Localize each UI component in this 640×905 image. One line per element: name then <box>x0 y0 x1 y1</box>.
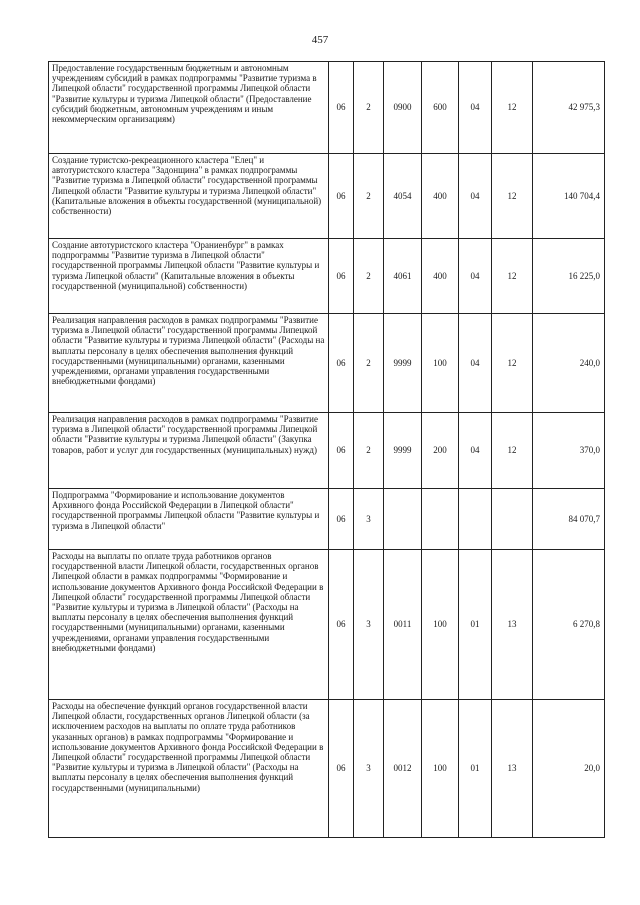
cell-subprogram: 2 <box>354 413 384 489</box>
cell-amount: 16 225,0 <box>533 239 605 314</box>
table-row <box>49 239 605 314</box>
row-description: Реализация направления расходов в рамках подпрограммы "Развитие туризма в Липецкой области" государственной программы Липецкой области "Развитие культуры и туризма Липецкой области" (Расходы на выплаты персоналу в целях обеспечения выполнения функций государственными (муниципальными) органами, казенными учреждениями, органами управления государственными внебюджетными фондами) <box>49 314 329 413</box>
cell-subchapter: 12 <box>492 413 533 489</box>
cell-section: 06 <box>329 550 354 700</box>
cell-chapter: 01 <box>459 700 492 838</box>
cell-amount: 6 270,8 <box>533 550 605 700</box>
cell-direction-code: 4061 <box>384 239 422 314</box>
cell-chapter <box>459 489 492 550</box>
row-description: Создание автотуристского кластера "Ораниенбург" в рамках подпрограммы "Развитие туризма в Липецкой области" государственной программы Липецкой области "Развитие культуры и туризма Липецкой области" (Капитальные вложения в объекты государственной (муниципальной) собственности) <box>49 239 329 314</box>
cell-subprogram: 3 <box>354 489 384 550</box>
row-description: Предоставление государственным бюджетным и автономным учреждениям субсидий в рамках подпрограммы "Развитие туризма в Липецкой области" государственной программы Липецкой области "Развитие культуры и туризма Липецкой области" (Предоставление субсидий бюджетным, автономным учреждениям и иным некоммерческим организациям) <box>49 62 329 154</box>
cell-subprogram: 2 <box>354 239 384 314</box>
cell-subprogram: 2 <box>354 154 384 239</box>
cell-section: 06 <box>329 489 354 550</box>
cell-chapter: 04 <box>459 239 492 314</box>
budget-table <box>48 61 605 838</box>
cell-expense-type: 100 <box>422 700 459 838</box>
cell-direction-code: 9999 <box>384 413 422 489</box>
cell-expense-type: 100 <box>422 314 459 413</box>
row-description: Расходы на обеспечение функций органов государственной власти Липецкой области, государственных органов Липецкой области (за исключением расходов на выплаты по оплате труда работников указанных органов) в рамках подпрограммы "Формирование и использование документов Архивного фонда Российской Федерации в Липецкой области" государственной программы Липецкой области "Развитие культуры и туризма в Липецкой области" (Расходы на выплаты персоналу в целях обеспечения выполнения функций государственными (муниципальными) <box>49 700 329 838</box>
cell-subchapter <box>492 489 533 550</box>
cell-direction-code <box>384 489 422 550</box>
cell-subchapter: 12 <box>492 154 533 239</box>
cell-amount: 84 070,7 <box>533 489 605 550</box>
cell-subprogram: 2 <box>354 62 384 154</box>
cell-subprogram: 3 <box>354 700 384 838</box>
row-description: Расходы на выплаты по оплате труда работников органов государственной власти Липецкой области, государственных органов Липецкой области в рамках подпрограммы "Формирование и использование документов Архивного фонда Российской Федерации в Липецкой области" государственной программы Липецкой области "Развитие культуры и туризма в Липецкой области" (Расходы на выплаты персоналу в целях обеспечения выполнения функций государственными (муниципальными) органами, казенными учреждениями, органами управления государственными внебюджетными фондами) <box>49 550 329 700</box>
cell-expense-type: 400 <box>422 239 459 314</box>
cell-section: 06 <box>329 239 354 314</box>
table-body <box>49 62 605 838</box>
row-description: Реализация направления расходов в рамках подпрограммы "Развитие туризма в Липецкой области" государственной программы Липецкой области "Развитие культуры и туризма Липецкой области" (Закупка товаров, работ и услуг для государственных (муниципальных) нужд) <box>49 413 329 489</box>
cell-amount: 370,0 <box>533 413 605 489</box>
cell-subchapter: 12 <box>492 239 533 314</box>
cell-amount: 140 704,4 <box>533 154 605 239</box>
cell-expense-type: 100 <box>422 550 459 700</box>
table-row <box>49 62 605 154</box>
cell-section: 06 <box>329 700 354 838</box>
cell-chapter: 04 <box>459 413 492 489</box>
cell-chapter: 04 <box>459 154 492 239</box>
cell-subchapter: 12 <box>492 314 533 413</box>
cell-amount: 42 975,3 <box>533 62 605 154</box>
row-description: Создание туристско-рекреационного кластера "Елец" и автотуристского кластера "Задонщина" в рамках подпрограммы "Развитие туризма в Липецкой области" государственной программы Липецкой области "Развитие культуры и туризма Липецкой области" (Капитальные вложения в объекты государственной (муниципальной) собственности) <box>49 154 329 239</box>
cell-chapter: 04 <box>459 314 492 413</box>
cell-section: 06 <box>329 413 354 489</box>
cell-amount: 240,0 <box>533 314 605 413</box>
cell-section: 06 <box>329 154 354 239</box>
cell-subchapter: 12 <box>492 62 533 154</box>
table-row <box>49 700 605 838</box>
cell-chapter: 01 <box>459 550 492 700</box>
cell-direction-code: 0900 <box>384 62 422 154</box>
page-number: 457 <box>311 34 329 46</box>
cell-direction-code: 9999 <box>384 314 422 413</box>
cell-chapter: 04 <box>459 62 492 154</box>
cell-expense-type: 200 <box>422 413 459 489</box>
table-row <box>49 314 605 413</box>
cell-subchapter: 13 <box>492 550 533 700</box>
table-row <box>49 550 605 700</box>
cell-subprogram: 2 <box>354 314 384 413</box>
row-description: Подпрограмма "Формирование и использование документов Архивного фонда Российской Федерации в Липецкой области" государственной программы Липецкой области "Развитие культуры и туризма в Липецкой области" <box>49 489 329 550</box>
cell-direction-code: 0011 <box>384 550 422 700</box>
cell-subprogram: 3 <box>354 550 384 700</box>
cell-direction-code: 0012 <box>384 700 422 838</box>
cell-direction-code: 4054 <box>384 154 422 239</box>
cell-section: 06 <box>329 62 354 154</box>
cell-expense-type: 600 <box>422 62 459 154</box>
cell-section: 06 <box>329 314 354 413</box>
table-row <box>49 154 605 239</box>
table-row <box>49 489 605 550</box>
cell-expense-type: 400 <box>422 154 459 239</box>
cell-amount: 20,0 <box>533 700 605 838</box>
cell-expense-type <box>422 489 459 550</box>
table-row <box>49 413 605 489</box>
cell-subchapter: 13 <box>492 700 533 838</box>
